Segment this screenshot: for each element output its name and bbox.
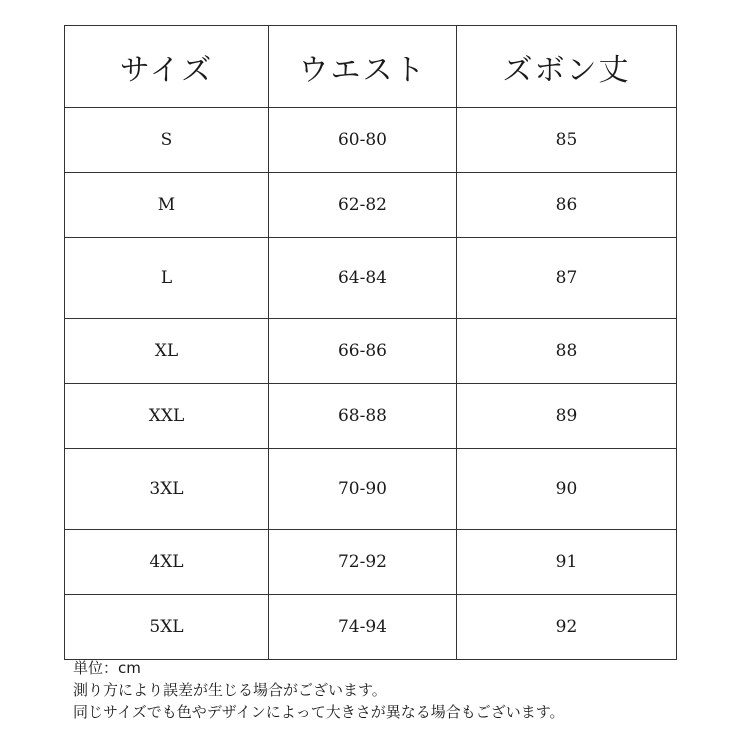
cell-size: 5XL xyxy=(65,595,269,660)
cell-size: L xyxy=(65,238,269,319)
cell-waist: 68-88 xyxy=(269,384,457,449)
header-pants-length: ズボン丈 xyxy=(457,26,677,108)
cell-waist: 66-86 xyxy=(269,319,457,384)
note-measurement-error: 測り方により誤差が生じる場合がございます。 xyxy=(73,681,387,699)
cell-waist: 70-90 xyxy=(269,449,457,530)
header-waist: ウエスト xyxy=(269,26,457,108)
table-row xyxy=(65,449,677,530)
cell-size: 3XL xyxy=(65,449,269,530)
cell-length: 90 xyxy=(457,449,677,530)
cell-length: 89 xyxy=(457,384,677,449)
table-row xyxy=(65,319,677,384)
cell-size: M xyxy=(65,173,269,238)
cell-waist: 62-82 xyxy=(269,173,457,238)
cell-waist: 60-80 xyxy=(269,108,457,173)
cell-length: 85 xyxy=(457,108,677,173)
cell-length: 92 xyxy=(457,595,677,660)
table-row xyxy=(65,108,677,173)
size-chart-table xyxy=(64,25,677,660)
table-row xyxy=(65,595,677,660)
table-row xyxy=(65,384,677,449)
header-size: サイズ xyxy=(65,26,269,108)
table-row xyxy=(65,238,677,319)
cell-waist: 74-94 xyxy=(269,595,457,660)
notes-block xyxy=(73,657,565,723)
cell-length: 88 xyxy=(457,319,677,384)
cell-size: XL xyxy=(65,319,269,384)
cell-length: 87 xyxy=(457,238,677,319)
cell-size: XXL xyxy=(65,384,269,449)
cell-waist: 72-92 xyxy=(269,530,457,595)
note-size-variation: 同じサイズでも色やデザインによって大きさが異なる場合もございます。 xyxy=(73,703,565,721)
cell-size: S xyxy=(65,108,269,173)
cell-length: 86 xyxy=(457,173,677,238)
table-header-row xyxy=(65,26,677,108)
cell-size: 4XL xyxy=(65,530,269,595)
cell-length: 91 xyxy=(457,530,677,595)
table-row xyxy=(65,530,677,595)
note-unit: 単位：cm xyxy=(73,659,141,677)
table-row xyxy=(65,173,677,238)
cell-waist: 64-84 xyxy=(269,238,457,319)
